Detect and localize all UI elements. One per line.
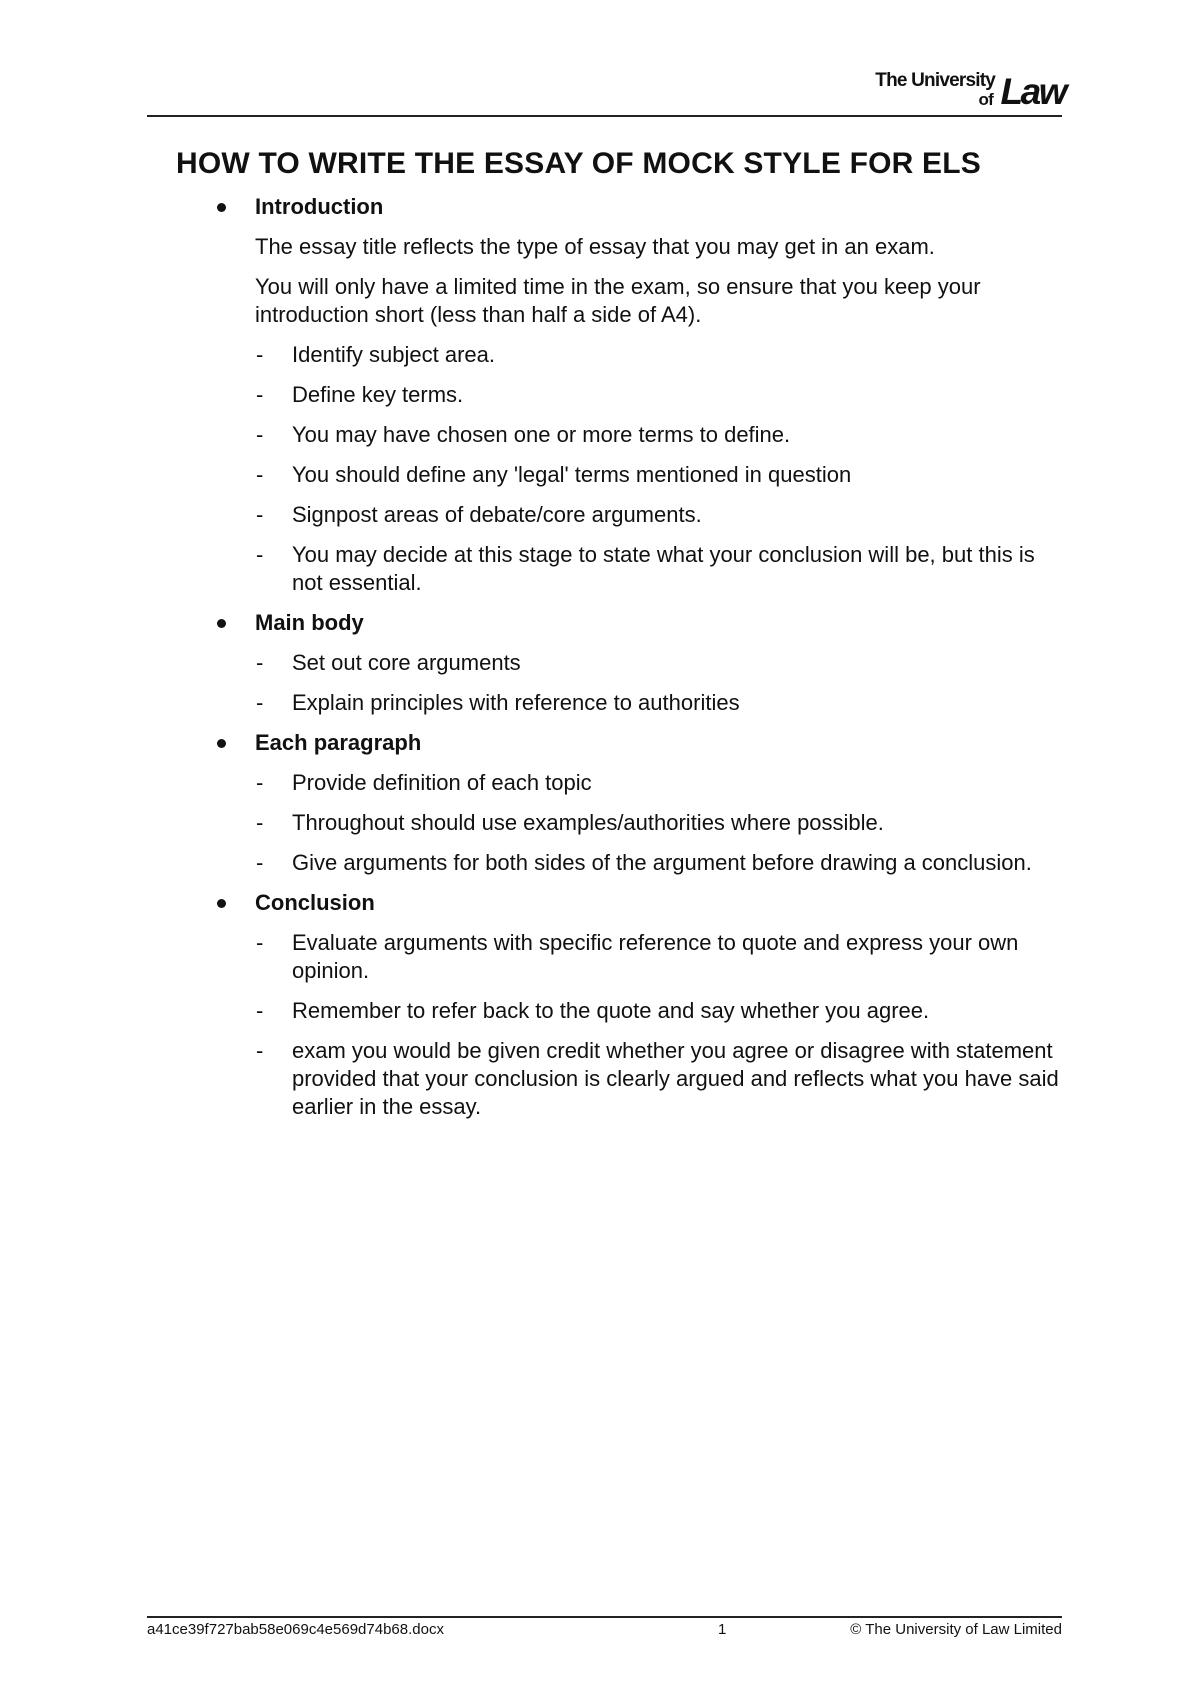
list-item-text: Signpost areas of debate/core arguments.: [292, 502, 702, 527]
bullet-icon: [217, 619, 226, 628]
footer-copyright: © The University of Law Limited: [850, 1621, 1062, 1638]
section-heading-conclusion: [217, 889, 1062, 917]
footer-filename: a41ce39f727bab58e069c4e569d74b68.docx: [147, 1621, 444, 1638]
list-item-text: exam you would be given credit whether you agree or disagree with statement provided that your conclusion is clearly argued and reflects what you have said earlier in the essay.: [292, 1038, 1059, 1119]
dash-icon: -: [256, 690, 264, 715]
intro-paragraph-1: The essay title reflects the type of essay that you may get in an exam.: [255, 234, 935, 259]
intro-paragraph-2: You will only have a limited time in the exam, so ensure that you keep your introduction short (less than half a side of A4).: [255, 274, 981, 327]
list-item: [217, 689, 1062, 717]
dash-icon: -: [256, 770, 264, 795]
list-item: [217, 929, 1062, 985]
list-item-text: Throughout should use examples/authorities where possible.: [292, 810, 884, 835]
dash-icon: -: [256, 930, 264, 955]
list-item: [217, 997, 1062, 1025]
document-body: [217, 193, 1062, 1121]
dash-icon: -: [256, 502, 264, 527]
list-item: [217, 341, 1062, 369]
footer-divider: [147, 1616, 1062, 1618]
bullet-icon: [217, 739, 226, 748]
section-heading-each-paragraph: [217, 729, 1062, 757]
header-divider: [147, 115, 1062, 117]
list-item: [217, 421, 1062, 449]
list-item-text: Explain principles with reference to authorities: [292, 690, 740, 715]
section-heading-label: Conclusion: [255, 890, 375, 915]
section-heading-main-body: [217, 609, 1062, 637]
section-heading-label: Main body: [255, 610, 364, 635]
list-item-text: You may decide at this stage to state what your conclusion will be, but this is not essential.: [292, 542, 1035, 595]
list-item: [217, 501, 1062, 529]
dash-icon: -: [256, 342, 264, 367]
list-item-text: Evaluate arguments with specific reference to quote and express your own opinion.: [292, 930, 1019, 983]
dash-icon: -: [256, 810, 264, 835]
list-item-text: Define key terms.: [292, 382, 464, 407]
logo-text-law: Law: [1000, 71, 1065, 112]
list-item: [217, 461, 1062, 489]
section-heading-introduction: [217, 193, 1062, 221]
dash-icon: -: [256, 462, 264, 487]
dash-icon: -: [256, 998, 264, 1023]
dash-icon: -: [256, 850, 264, 875]
list-item-text: Set out core arguments: [292, 650, 521, 675]
list-item: [217, 381, 1062, 409]
list-item-text: Provide definition of each topic: [292, 770, 592, 795]
list-item: [217, 541, 1062, 597]
dash-icon: -: [256, 422, 264, 447]
list-item-text: Give arguments for both sides of the argument before drawing a conclusion.: [292, 850, 1032, 875]
list-item-text: Remember to refer back to the quote and say whether you agree.: [292, 998, 930, 1023]
list-item-text: You should define any 'legal' terms mentioned in question: [292, 462, 852, 487]
logo-text-top: The University: [875, 70, 995, 91]
dash-icon: -: [256, 1038, 264, 1063]
section-heading-label: Introduction: [255, 194, 384, 219]
logo-text-of: of: [978, 90, 993, 109]
list-item: [217, 649, 1062, 677]
section-heading-label: Each paragraph: [255, 730, 422, 755]
university-logo: [855, 64, 1065, 114]
dash-icon: -: [256, 382, 264, 407]
dash-icon: -: [256, 542, 264, 567]
bullet-icon: [217, 899, 226, 908]
list-item-text: Identify subject area.: [292, 342, 496, 367]
dash-icon: -: [256, 650, 264, 675]
footer-page-number: 1: [718, 1621, 727, 1638]
bullet-icon: [217, 203, 226, 212]
list-item: [217, 1037, 1062, 1121]
list-item: [217, 849, 1062, 877]
list-item: [217, 769, 1062, 797]
page-title: HOW TO WRITE THE ESSAY OF MOCK STYLE FOR ELS: [176, 147, 981, 180]
list-item-text: You may have chosen one or more terms to define.: [292, 422, 791, 447]
list-item: [217, 809, 1062, 837]
